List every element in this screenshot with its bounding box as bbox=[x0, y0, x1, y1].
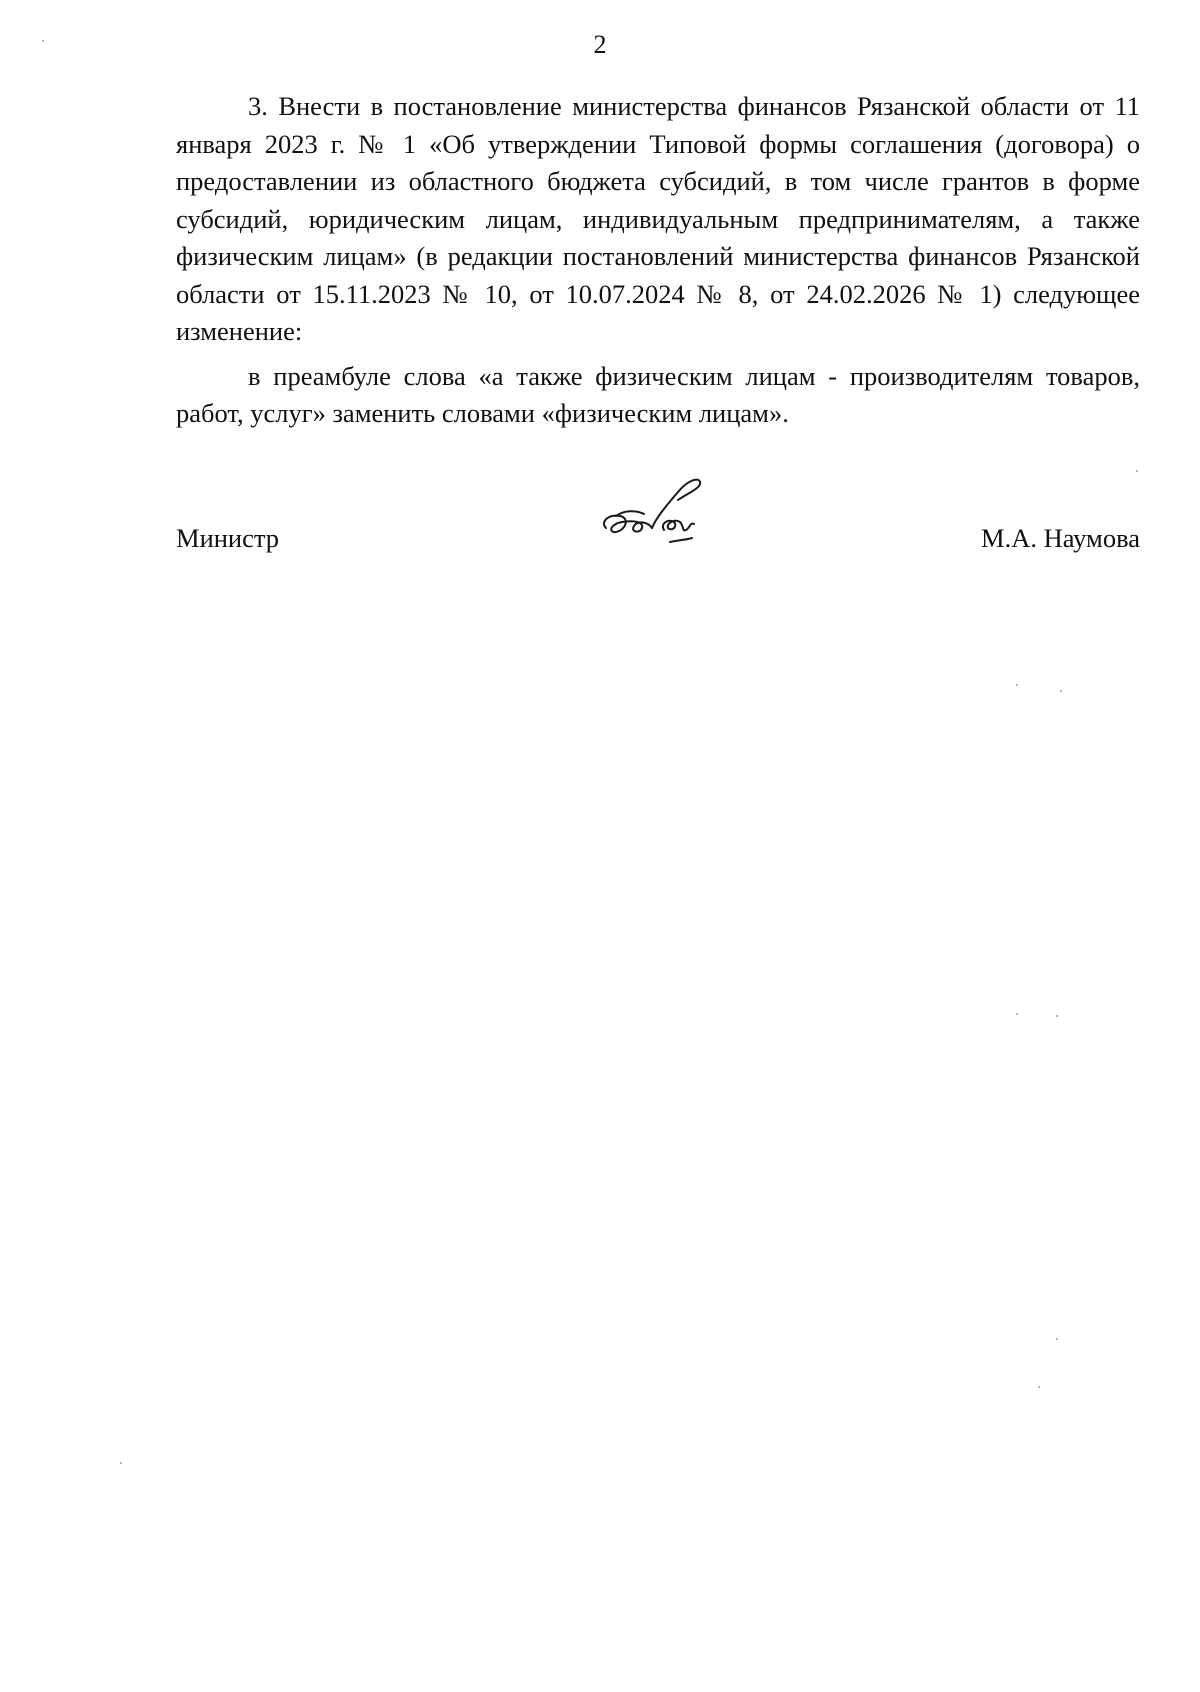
scan-speck bbox=[1016, 1013, 1018, 1015]
scan-speck bbox=[1056, 1015, 1058, 1017]
document-body bbox=[176, 88, 1140, 433]
signer-name: М.А. Наумова bbox=[981, 523, 1140, 553]
paragraph-change: в преамбуле слова «а также физическим лицам - производителям товаров, работ, услуг» заменить словами «физическим лицам». bbox=[176, 360, 1140, 428]
paragraph-amendment: 3. Внести в постановление министерства финансов Рязанской области от 11 января 2023 г. № 1 «Об утверждении Типовой формы соглашения (договора) о предоставлении из областного бюджета субсидий, в том числе грантов в форме субсидий, юридическим лицам, индивидуальным предпринимателям, а также физическим лицам» (в редакции постановлений министерства финансов Рязанской области от 15.11.2023 № 10, от 10.07.2024 № 8, от 24.02.2026 № 1) следующее изменение: bbox=[176, 91, 1140, 346]
scan-speck bbox=[1016, 684, 1018, 686]
scan-speck bbox=[120, 1462, 122, 1464]
scan-speck bbox=[1056, 1338, 1058, 1340]
scan-speck bbox=[42, 40, 44, 42]
scan-speck bbox=[1136, 470, 1138, 472]
signature-block bbox=[176, 470, 1140, 570]
scan-speck bbox=[1038, 1386, 1040, 1388]
page-number: 2 bbox=[593, 30, 607, 59]
handwritten-signature-icon bbox=[586, 470, 736, 570]
signer-position: Министр bbox=[176, 523, 280, 553]
scan-speck bbox=[1060, 690, 1062, 692]
